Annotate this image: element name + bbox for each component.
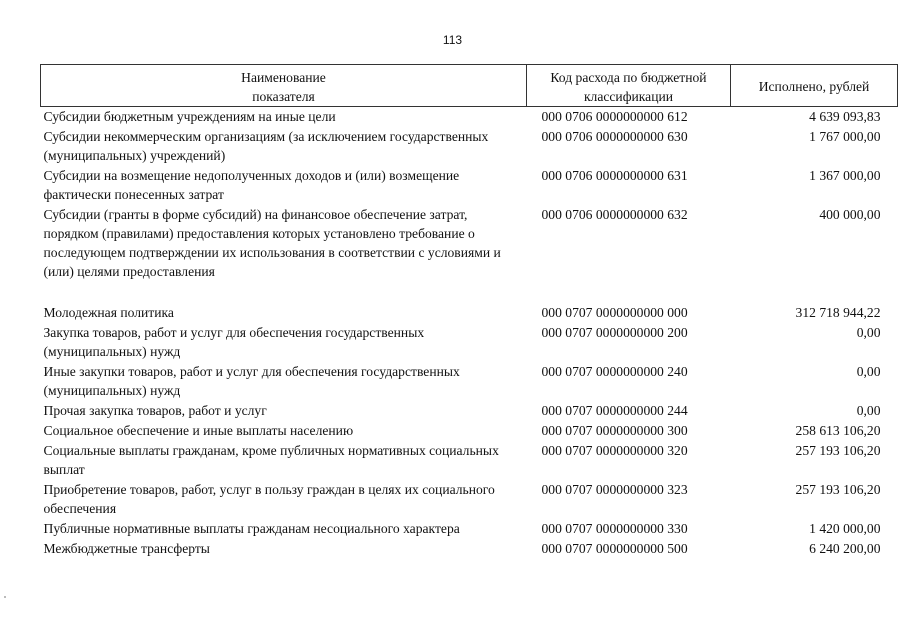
page-number: 113 <box>442 33 463 47</box>
row-code: 000 0706 0000000000 630 <box>541 129 688 144</box>
column-header-code-line1: Код расхода по бюджетной <box>550 69 707 85</box>
table-row <box>41 519 898 539</box>
table-row <box>41 441 898 480</box>
row-sum: 1 420 000,00 <box>809 521 881 536</box>
row-code: 000 0706 0000000000 632 <box>541 207 688 222</box>
row-sum: 1 767 000,00 <box>809 129 881 144</box>
table-row <box>41 421 898 441</box>
row-code: 000 0707 0000000000 200 <box>541 325 688 340</box>
scan-speck <box>4 596 6 598</box>
row-name: Субсидии на возмещение недополученных доходов и (или) возмещение фактически понесенных затрат <box>43 168 460 202</box>
row-sum: 258 613 106,20 <box>795 423 881 438</box>
column-header-sum: Исполнено, рублей <box>731 65 898 107</box>
column-header-name-line1: Наименование <box>241 69 326 85</box>
row-sum: 400 000,00 <box>819 207 881 222</box>
row-sum: 312 718 944,22 <box>795 305 881 320</box>
row-name: Прочая закупка товаров, работ и услуг <box>43 403 267 418</box>
row-sum: 0,00 <box>856 403 881 418</box>
row-code: 000 0707 0000000000 300 <box>541 423 688 438</box>
row-code: 000 0707 0000000000 323 <box>541 482 688 497</box>
row-name: Социальное обеспечение и иные выплаты населению <box>43 423 354 438</box>
row-sum: 0,00 <box>856 364 881 379</box>
row-name: Социальные выплаты гражданам, кроме публичных нормативных социальных выплат <box>43 443 499 477</box>
row-name: Закупка товаров, работ и услуг для обеспечения государственных (муниципальных) нужд <box>43 325 425 359</box>
table-header-row <box>41 65 898 107</box>
table-row <box>41 362 898 401</box>
row-sum: 6 240 200,00 <box>809 541 881 556</box>
column-header-code-line2: классификации <box>583 88 674 104</box>
row-spacer <box>41 282 898 303</box>
table-row <box>41 401 898 421</box>
row-sum: 0,00 <box>856 325 881 340</box>
row-sum: 4 639 093,83 <box>809 109 881 124</box>
row-code: 000 0707 0000000000 500 <box>541 541 688 556</box>
row-name: Приобретение товаров, работ, услуг в пользу граждан в целях их социального обеспечения <box>43 482 495 516</box>
row-name: Субсидии некоммерческим организациям (за исключением государственных (муниципальных) учреждений) <box>43 129 489 163</box>
row-code: 000 0707 0000000000 240 <box>541 364 688 379</box>
row-name: Субсидии (гранты в форме субсидий) на финансовое обеспечение затрат, порядком (правилами) предоставления которых установлено требование о последующем подтверждении их использования в соответствии с условиями и (или) целями предоставления <box>43 207 501 279</box>
row-code: 000 0707 0000000000 320 <box>541 443 688 458</box>
column-header-code <box>527 65 731 107</box>
table-row <box>41 303 898 323</box>
row-sum: 1 367 000,00 <box>809 168 881 183</box>
row-code: 000 0707 0000000000 330 <box>541 521 688 536</box>
row-sum: 257 193 106,20 <box>795 482 881 497</box>
row-name: Иные закупки товаров, работ и услуг для обеспечения государственных (муниципальных) нужд <box>43 364 460 398</box>
table-row <box>41 205 898 282</box>
table-row <box>41 480 898 519</box>
row-name: Публичные нормативные выплаты гражданам несоциального характера <box>43 521 460 536</box>
row-sum: 257 193 106,20 <box>795 443 881 458</box>
row-name: Субсидии бюджетным учреждениям на иные цели <box>43 109 336 124</box>
row-code: 000 0706 0000000000 631 <box>541 168 688 183</box>
table-row <box>41 323 898 362</box>
row-name: Межбюджетные трансферты <box>43 541 210 556</box>
table-row <box>41 539 898 559</box>
row-code: 000 0707 0000000000 000 <box>541 305 688 320</box>
row-name: Молодежная политика <box>43 305 174 320</box>
row-code: 000 0707 0000000000 244 <box>541 403 688 418</box>
expenditure-table <box>40 64 898 559</box>
table-row <box>41 166 898 205</box>
column-header-name <box>41 65 527 107</box>
row-code: 000 0706 0000000000 612 <box>541 109 688 124</box>
column-header-name-line2: показателя <box>252 88 315 104</box>
table-row <box>41 127 898 166</box>
table-row <box>41 107 898 128</box>
